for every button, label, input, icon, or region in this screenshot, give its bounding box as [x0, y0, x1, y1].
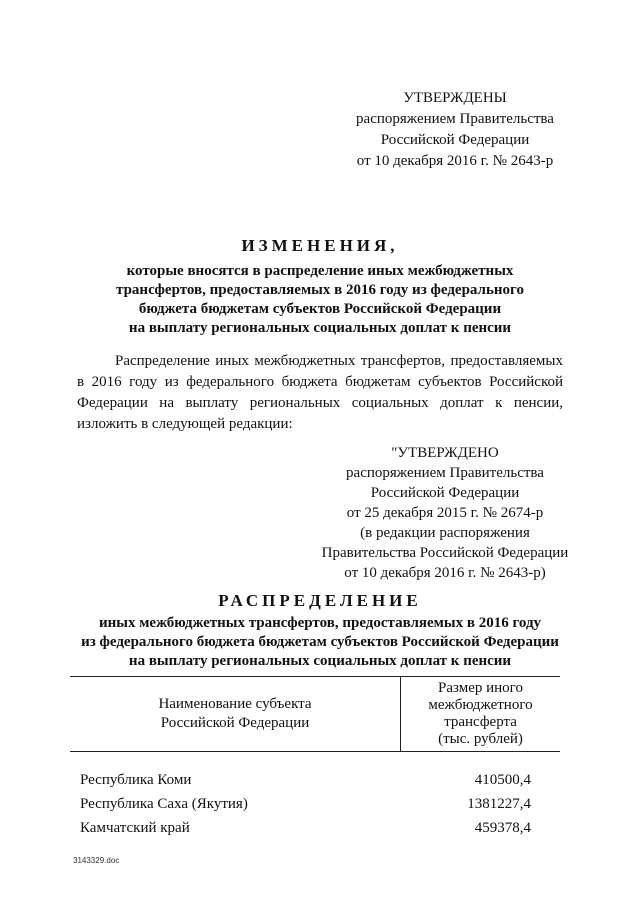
distribution-subtitle-line: из федерального бюджета бюджетам субъектов Российской Федерации [81, 634, 559, 650]
approval-stamp-line: распоряжением Правительства [356, 111, 554, 127]
file-name-footer: 3143329.doc [73, 856, 120, 865]
row-subject-name: Республика Саха (Якутия) [80, 796, 248, 812]
changes-subtitle [0, 262, 640, 338]
row-amount: 410500,4 [474, 772, 531, 788]
approval-quote [300, 443, 590, 583]
header-text: Размер иного [438, 680, 523, 696]
header-subject-name [70, 677, 400, 751]
body-paragraph [77, 351, 563, 435]
approval-stamp [330, 88, 580, 172]
distribution-subtitle-line: иных межбюджетных трансфертов, предоставляемых в 2016 году [98, 615, 542, 631]
changes-subtitle-line: бюджета бюджетам субъектов Российской Федерации [138, 301, 502, 317]
approval-quote-line: (в редакции распоряжения [360, 525, 530, 541]
body-paragraph-line: в 2016 году из федерального бюджета бюджетам субъектов Российской [77, 374, 563, 390]
changes-heading: ИЗМЕНЕНИЯ, [241, 236, 399, 255]
approval-quote-line: распоряжением Правительства [346, 465, 544, 481]
body-paragraph-line: Федерации на выплату региональных социальных доплат к пенсии, [77, 395, 563, 411]
row-amount: 1381227,4 [467, 796, 531, 812]
approval-quote-line: "УТВЕРЖДЕНО [391, 445, 499, 461]
approval-quote-line: Российской Федерации [370, 485, 520, 501]
header-text: Наименование субъекта [158, 696, 312, 712]
row-subject-name: Республика Коми [80, 772, 192, 788]
approval-stamp-line: Российской Федерации [380, 132, 530, 148]
header-text: трансферта [444, 714, 517, 730]
header-text: (тыс. рублей) [438, 731, 523, 747]
body-paragraph-line: изложить в следующей редакции: [77, 416, 293, 432]
distribution-subtitle-line: на выплату региональных социальных доплат к пенсии [128, 653, 512, 669]
approval-quote-line: Правительства Российской Федерации [321, 545, 569, 561]
changes-subtitle-line: которые вносятся в распределение иных межбюджетных [126, 263, 514, 279]
changes-subtitle-line: трансфертов, предоставляемых в 2016 году из федерального [116, 282, 524, 298]
table-spacer [70, 752, 560, 772]
table-row [70, 820, 560, 844]
table-header [70, 676, 560, 752]
approval-stamp-line: от 10 декабря 2016 г. № 2643-р [356, 153, 554, 169]
approval-quote-line: от 10 декабря 2016 г. № 2643-р) [344, 565, 546, 581]
table-row [70, 772, 560, 796]
approval-quote-line: от 25 декабря 2015 г. № 2674-р [346, 505, 544, 521]
distribution-subtitle [0, 614, 640, 671]
approval-stamp-line: УТВЕРЖДЕНЫ [403, 90, 507, 106]
row-subject-name: Камчатский край [80, 820, 190, 836]
header-text: межбюджетного [428, 697, 533, 713]
header-text: Российской Федерации [160, 715, 310, 731]
changes-subtitle-line: на выплату региональных социальных доплат к пенсии [128, 320, 512, 336]
body-paragraph-line: Распределение иных межбюджетных трансфертов, предоставляемых [115, 353, 563, 369]
table-row [70, 796, 560, 820]
header-transfer-amount [401, 677, 560, 751]
distribution-heading: РАСПРЕДЕЛЕНИЕ [218, 591, 422, 610]
distribution-table [70, 676, 560, 844]
row-amount: 459378,4 [474, 820, 531, 836]
